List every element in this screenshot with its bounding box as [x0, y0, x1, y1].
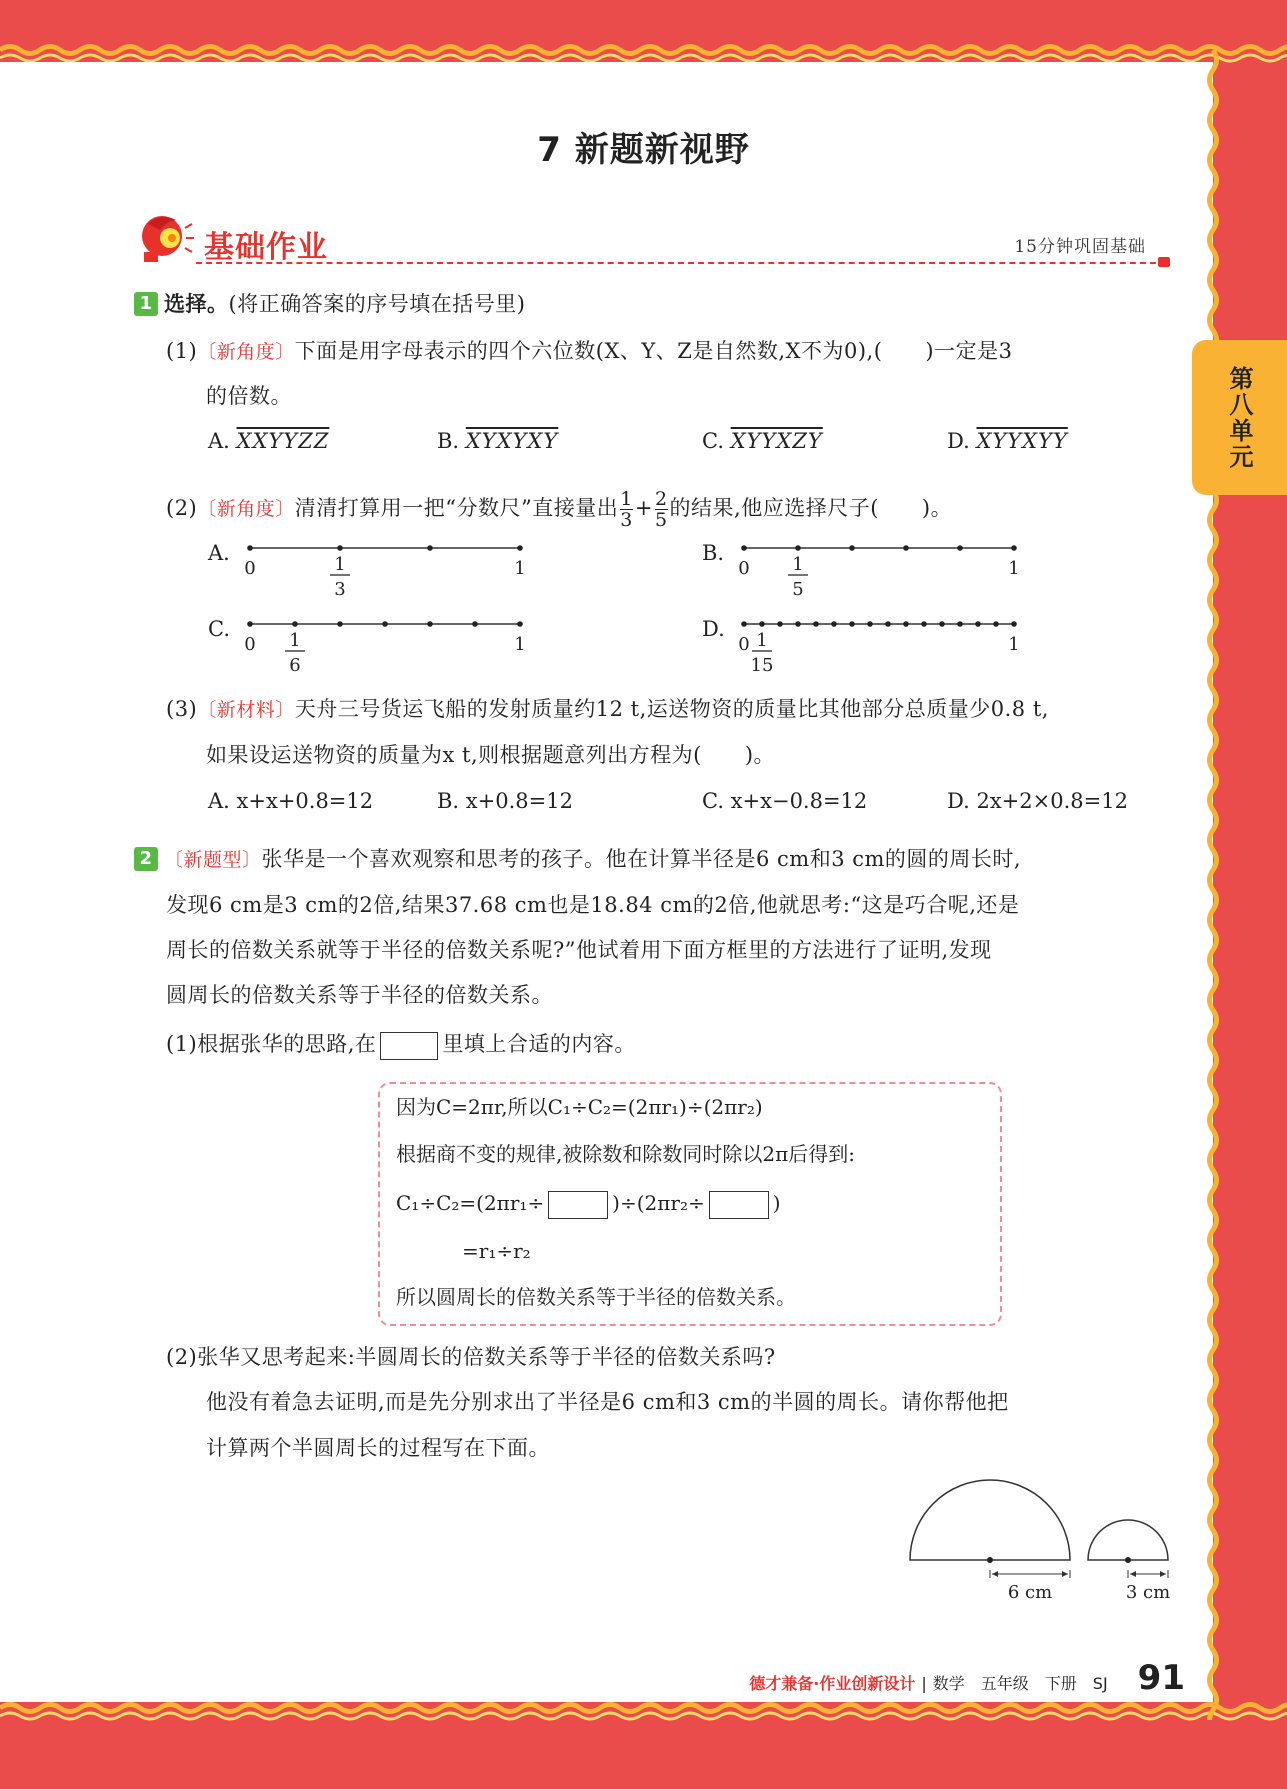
ruler-c-mark	[517, 621, 523, 627]
plus-sign: +	[634, 496, 653, 520]
divider-end-mark	[1158, 257, 1170, 267]
q2-line2: 发现6 cm是3 cm的2倍,结果37.68 cm也是18.84 cm的2倍,他就思考:“这是巧合呢,还是	[166, 893, 1020, 917]
right-wave-border	[1198, 50, 1228, 1720]
fraction-2-5: $\frac{2}{5}$	[654, 488, 668, 531]
q1-instruction: (将正确答案的序号填在括号里)	[228, 292, 526, 316]
ruler-d-mark	[975, 621, 981, 627]
ruler-c-mark	[382, 621, 388, 627]
ruler-b-mark	[903, 545, 909, 551]
small-center-point	[1125, 1557, 1131, 1563]
ruler-b-mark	[849, 545, 855, 551]
section-title: 基础作业	[204, 230, 328, 265]
q2-p2-line3: 计算两个半圆周长的过程写在下面。	[206, 1436, 550, 1460]
ruler-b-mark	[1011, 545, 1017, 551]
ruler-d-mark	[903, 621, 909, 627]
ruler-d-mark	[849, 621, 855, 627]
q1-p3-text2: 如果设运送物资的质量为x t,则根据题意列出方程为( )。	[206, 743, 776, 767]
q2-number-badge: 2	[134, 847, 158, 871]
ruler-d-mark	[957, 621, 963, 627]
ruler-c-zero: 0	[244, 634, 256, 655]
ruler-d-mark	[1011, 621, 1017, 627]
q1-p3-option-a[interactable]: A. x+x+0.8=12	[208, 789, 374, 813]
ruler-a-label: A.	[208, 541, 230, 565]
page-number: 91	[1137, 1658, 1185, 1698]
q1-head: 选择。	[164, 292, 229, 316]
ruler-d-mark	[867, 621, 873, 627]
ruler-d-mark	[759, 621, 765, 627]
ruler-b-one: 1	[1008, 558, 1020, 579]
q1-p1-text1: 下面是用字母表示的四个六位数(X、Y、Z是自然数,X不为0),( )一定是3	[294, 339, 1013, 363]
q1-p1-option-b[interactable]: B. XYXYXY	[437, 429, 559, 453]
proof-box	[378, 1082, 1002, 1326]
ruler-c-label: C.	[208, 617, 230, 641]
ruler-c-one: 1	[514, 634, 526, 655]
q1-p1-option-c[interactable]: C. XYYXZY	[702, 429, 823, 453]
q2-p2-line1: (2)张华又思考起来:半圆周长的倍数关系等于半径的倍数关系吗?	[166, 1345, 776, 1369]
q1-p1-tag: 〔新角度〕	[197, 341, 295, 363]
fraction-1-3: $\frac{1}{3}$	[620, 488, 633, 531]
small-semicircle	[1088, 1520, 1168, 1560]
lightbulb-mascot-icon	[130, 210, 200, 270]
proof-line4: =r₁÷r₂	[462, 1239, 531, 1263]
q1-p1-label: (1)	[166, 339, 198, 363]
ruler-a-mark	[247, 545, 253, 551]
q1-p2-text-before: 清清打算用一把“分数尺”直接量出	[294, 496, 619, 520]
page-footer: 德才兼备·作业创新设计 | 数学 五年级 下册 SJ 91	[749, 1658, 1185, 1698]
ruler-d-mark	[777, 621, 783, 627]
ruler-c-mark	[472, 621, 478, 627]
q1-p2-text-after: 的结果,他应选择尺子( )。	[669, 496, 953, 520]
ruler-a-frac-num: 1	[334, 554, 346, 575]
unit-side-tab: 第八单元	[1192, 340, 1287, 495]
ruler-c-mark	[247, 621, 253, 627]
ruler-b-mark	[741, 545, 747, 551]
q2-tag: 〔新题型〕	[164, 849, 262, 871]
ruler-d-mark	[813, 621, 819, 627]
ruler-d-zero: 0	[738, 634, 750, 655]
ruler-d-mark	[921, 621, 927, 627]
ruler-d-frac-num: 1	[756, 630, 768, 651]
ruler-c-mark	[292, 621, 298, 627]
q1-p3-text1: 天舟三号货运飞船的发射质量约12 t,运送物资的质量比其他部分总质量少0.8 t,	[294, 697, 1049, 721]
ruler-a-mark	[427, 545, 433, 551]
q1-p1-text2: 的倍数。	[206, 384, 292, 408]
large-radius-label: 6 cm	[1007, 1582, 1053, 1603]
q2-line4: 圆周长的倍数关系等于半径的倍数关系。	[166, 983, 553, 1007]
ruler-d-mark	[939, 621, 945, 627]
answer-box-2[interactable]	[709, 1191, 769, 1219]
q1-p1-line1	[166, 336, 1012, 367]
proof-line5: 所以圆周长的倍数关系等于半径的倍数关系。	[396, 1285, 796, 1309]
answer-box-1[interactable]	[548, 1191, 608, 1219]
ruler-d-mark	[795, 621, 801, 627]
q1-p3-option-b[interactable]: B. x+0.8=12	[437, 789, 573, 813]
section-header	[130, 210, 1170, 270]
ruler-c-mark	[337, 621, 343, 627]
ruler-b-frac-den: 5	[792, 579, 804, 600]
q1-p3-label: (3)	[166, 697, 198, 721]
page-title: 7 新题新视野	[537, 130, 750, 170]
ruler-b-mark	[795, 545, 801, 551]
proof-line3: C₁÷C₂=(2πr₁÷ )÷(2πr₂÷ )	[396, 1188, 781, 1219]
footer-brand: 德才兼备·作业创新设计	[749, 1674, 916, 1693]
proof-line2: 根据商不变的规律,被除数和除数同时除以2π后得到:	[396, 1142, 855, 1166]
ruler-c-frac-den: 6	[289, 655, 301, 676]
q1-p1-option-a[interactable]: A. XXYYZZ	[208, 429, 330, 453]
ruler-c-frac-num: 1	[289, 630, 301, 651]
ruler-d-mark	[993, 621, 999, 627]
small-radius-label: 3 cm	[1125, 1582, 1171, 1603]
ruler-c-mark	[427, 621, 433, 627]
ruler-a-mark	[517, 545, 523, 551]
ruler-a-mark	[337, 545, 343, 551]
section-note: 15分钟巩固基础	[1014, 237, 1146, 257]
large-center-point	[987, 1557, 993, 1563]
q1-number-badge: 1	[134, 292, 158, 316]
ruler-b-label: B.	[702, 541, 725, 565]
ruler-a-zero: 0	[244, 558, 256, 579]
q2-line3: 周长的倍数关系就等于半径的倍数关系呢?”他试着用下面方框里的方法进行了证明,发现	[166, 938, 992, 962]
section-divider	[196, 262, 1166, 264]
q1-p3-option-c[interactable]: C. x+x−0.8=12	[702, 789, 868, 813]
proof-line1: 因为C=2πr,所以C₁÷C₂=(2πr₁)÷(2πr₂)	[396, 1095, 763, 1119]
q1-heading	[134, 289, 525, 319]
ruler-d-one: 1	[1008, 634, 1020, 655]
q1-p2-label: (2)	[166, 496, 198, 520]
q1-p3-tag: 〔新材料〕	[197, 699, 295, 721]
ruler-a-one: 1	[514, 558, 526, 579]
q2-p1-line: (1)根据张华的思路,在 里填上合适的内容。	[166, 1029, 636, 1060]
ruler-b-zero: 0	[738, 558, 750, 579]
q1-p3-line1	[166, 694, 1049, 725]
ruler-b-mark	[957, 545, 963, 551]
large-semicircle	[910, 1480, 1070, 1560]
q1-p2-tag: 〔新角度〕	[197, 498, 295, 520]
fraction-rulers	[0, 530, 1287, 700]
ruler-d-mark	[885, 621, 891, 627]
semicircles-figure	[900, 1470, 1190, 1610]
ruler-d-mark	[741, 621, 747, 627]
sample-blank-box	[380, 1032, 438, 1060]
ruler-a-frac-den: 3	[334, 579, 346, 600]
q2-p2-line2: 他没有着急去证明,而是先分别求出了半径是6 cm和3 cm的半圆的周长。请你帮他把	[206, 1390, 1009, 1414]
q1-p3-option-d[interactable]: D. 2x+2×0.8=12	[947, 789, 1128, 813]
footer-subject: 数学 五年级 下册 SJ	[932, 1674, 1108, 1693]
q1-p1-option-d[interactable]: D. XYYXYY	[947, 429, 1068, 453]
ruler-d-mark	[831, 621, 837, 627]
ruler-d-frac-den: 15	[750, 655, 774, 676]
ruler-b-frac-num: 1	[792, 554, 804, 575]
ruler-d-label: D.	[702, 617, 725, 641]
q2-line1: 2 〔新题型〕张华是一个喜欢观察和思考的孩子。他在计算半径是6 cm和3 cm的圆的周长时,	[134, 844, 1021, 875]
q1-p2-line	[166, 486, 952, 531]
